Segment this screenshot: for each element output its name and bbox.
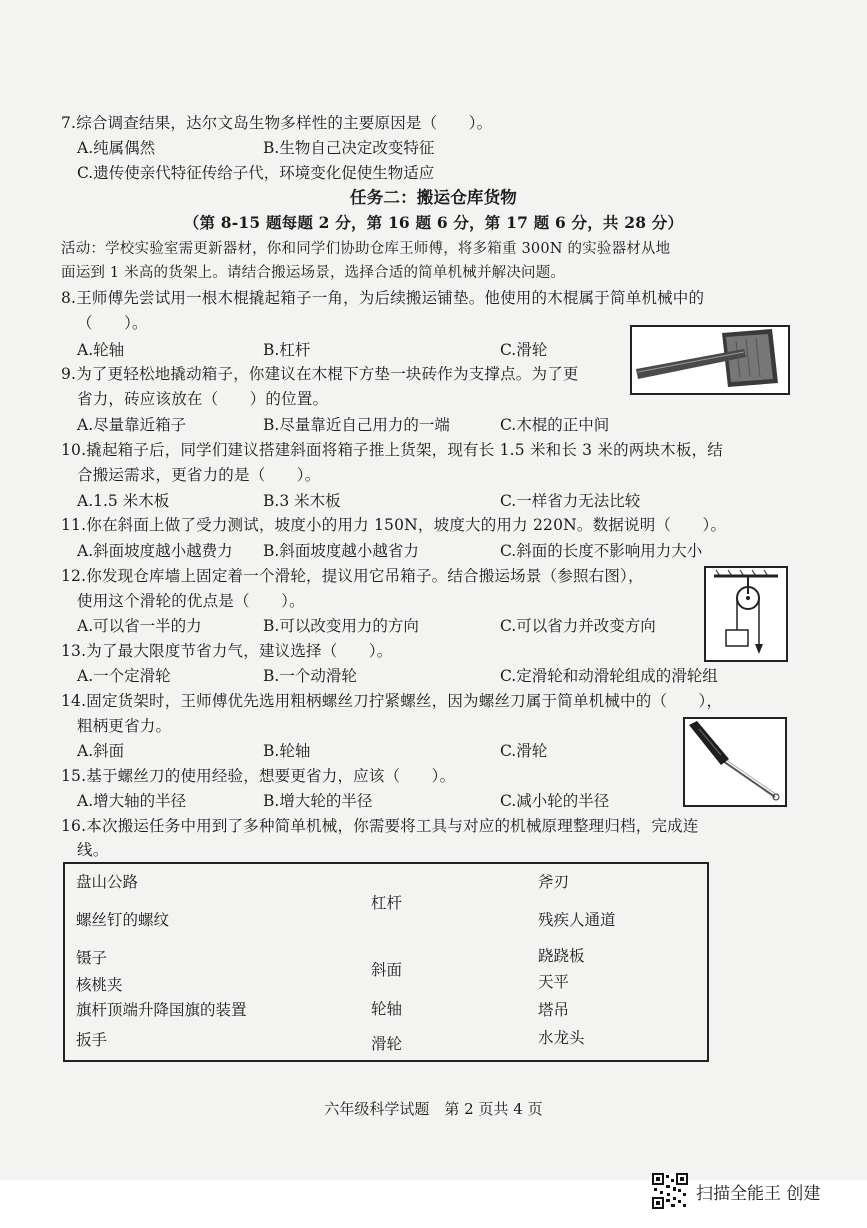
q11-stem: 11.你在斜面上做了受力测试，坡度小的用力 150N，坡度大的用力 220N。数据说明（ ）。 <box>61 516 727 534</box>
q12-option-b: B.可以改变用力的方向 <box>263 617 419 635</box>
match-principle-item[interactable]: 斜面 <box>371 961 403 979</box>
q13-option-a: A.一个定滑轮 <box>77 667 171 685</box>
match-left-item[interactable]: 核桃夹 <box>76 976 123 994</box>
q12-stem-1: 12.你发现仓库墙上固定着一个滑轮，提议用它吊箱子。结合搬运场景（参照右图）， <box>61 567 644 585</box>
match-right-item[interactable]: 水龙头 <box>538 1029 585 1047</box>
screwdriver-figure <box>683 717 787 807</box>
q7-stem: 7.综合调查结果，达尔文岛生物多样性的主要原因是（ ）。 <box>61 114 493 132</box>
page-footer: 六年级科学试题 第 2 页共 4 页 <box>324 1100 543 1118</box>
scanner-brand-text: 扫描全能王 创建 <box>696 1183 821 1204</box>
q15-option-a: A.增大轴的半径 <box>77 792 187 810</box>
q8-stem-1: 8.王师傅先尝试用一根木棍撬起箱子一角，为后续搬运铺垫。他使用的木棍属于简单机械中的 <box>61 289 705 307</box>
q14-option-c: C.滑轮 <box>500 742 548 760</box>
q15-option-b: B.增大轮的半径 <box>263 792 373 810</box>
match-principle-item[interactable]: 杠杆 <box>371 894 403 912</box>
activity-text-2: 面运到 1 米高的货架上。请结合搬运场景，选择合适的简单机械并解决问题。 <box>61 265 566 281</box>
q7-option-c: C.遗传使亲代特征传给子代，环境变化促使生物适应 <box>77 164 435 182</box>
q8-stem-2: （ ）。 <box>77 314 148 332</box>
q9-option-b: B.尽量靠近自己用力的一端 <box>263 416 450 434</box>
match-right-item[interactable]: 残疾人通道 <box>538 911 616 929</box>
q12-option-a: A.可以省一半的力 <box>77 617 202 635</box>
q10-option-a: A.1.5 米木板 <box>77 492 170 510</box>
q14-option-b: B.轮轴 <box>263 742 311 760</box>
q13-option-c: C.定滑轮和动滑轮组成的滑轮组 <box>500 667 718 685</box>
fixed-pulley-illustration <box>706 568 786 660</box>
q15-stem: 15.基于螺丝刀的使用经验，想要更省力，应该（ ）。 <box>61 767 456 785</box>
q8-option-b: B.杠杆 <box>263 341 311 359</box>
q16-stem-2: 线。 <box>77 841 109 859</box>
match-left-item[interactable]: 镊子 <box>76 949 108 967</box>
q12-option-c: C.可以省力并改变方向 <box>500 617 656 635</box>
q10-stem-2: 合搬运需求，更省力的是（ ）。 <box>77 466 321 484</box>
q14-option-a: A.斜面 <box>77 742 125 760</box>
q10-option-c: C.一样省力无法比较 <box>500 492 641 510</box>
matching-table <box>63 862 709 1062</box>
q9-option-c: C.木棍的正中间 <box>500 416 610 434</box>
screwdriver-illustration <box>685 719 785 805</box>
q8-option-c: C.滑轮 <box>500 341 548 359</box>
q13-stem: 13.为了最大限度节省力气，建议选择（ ）。 <box>61 642 393 660</box>
match-left-item[interactable]: 扳手 <box>76 1031 108 1049</box>
match-principle-item[interactable]: 滑轮 <box>371 1035 403 1053</box>
q10-stem-1: 10.撬起箱子后，同学们建议搭建斜面将箱子推上货架，现有长 1.5 米和长 3 米的两块木板，结 <box>61 441 723 459</box>
match-right-item[interactable]: 塔吊 <box>538 1001 570 1019</box>
match-right-item[interactable]: 天平 <box>538 973 570 991</box>
q10-option-b: B.3 米木板 <box>263 492 341 510</box>
lever-box-figure <box>630 325 790 395</box>
q7-option-b: B.生物自己决定改变特征 <box>263 139 435 157</box>
q14-stem-1: 14.固定货架时，王师傅优先选用粗柄螺丝刀拧紧螺丝，因为螺丝刀属于简单机械中的（ ）， <box>61 692 723 710</box>
q8-option-a: A.轮轴 <box>77 341 125 359</box>
q7-option-a: A.纯属偶然 <box>77 139 156 157</box>
match-principle-item[interactable]: 轮轴 <box>371 1000 403 1018</box>
q16-stem-1: 16.本次搬运任务中用到了多种简单机械，你需要将工具与对应的机械原理整理归档，完成连 <box>61 817 699 835</box>
q9-stem-1: 9.为了更轻松地撬动箱子，你建议在木棍下方垫一块砖作为支撑点。为了更 <box>61 365 579 383</box>
q9-stem-2: 省力，砖应该放在（ ）的位置。 <box>77 390 329 408</box>
match-left-item[interactable]: 盘山公路 <box>76 873 139 891</box>
scanner-watermark <box>652 1171 820 1211</box>
lever-illustration <box>632 327 788 393</box>
section-title: 任务二：搬运仓库货物 <box>350 188 517 207</box>
match-right-item[interactable]: 斧刃 <box>538 873 570 891</box>
q13-option-b: B.一个动滑轮 <box>263 667 357 685</box>
q11-option-a: A.斜面坡度越小越费力 <box>77 542 233 560</box>
q9-option-a: A.尽量靠近箱子 <box>77 416 187 434</box>
q15-option-c: C.减小轮的半径 <box>500 792 610 810</box>
activity-text-1: 活动：学校实验室需更新器材，你和同学们协助仓库王师傅，将多箱重 300N 的实验器材从地 <box>61 241 671 257</box>
section-scoring: （第 8-15 题每题 2 分，第 16 题 6 分，第 17 题 6 分，共 28 分） <box>183 213 684 232</box>
q12-stem-2: 使用这个滑轮的优点是（ ）。 <box>77 592 305 610</box>
qr-code-icon <box>652 1173 688 1209</box>
q11-option-c: C.斜面的长度不影响用力大小 <box>500 542 703 560</box>
match-left-item[interactable]: 旗杆顶端升降国旗的装置 <box>76 1001 247 1019</box>
q14-stem-2: 粗柄更省力。 <box>77 717 172 735</box>
q11-option-b: B.斜面坡度越小越省力 <box>263 542 419 560</box>
match-right-item[interactable]: 跷跷板 <box>538 947 585 965</box>
match-left-item[interactable]: 螺丝钉的螺纹 <box>76 911 170 929</box>
pulley-figure <box>704 566 788 662</box>
